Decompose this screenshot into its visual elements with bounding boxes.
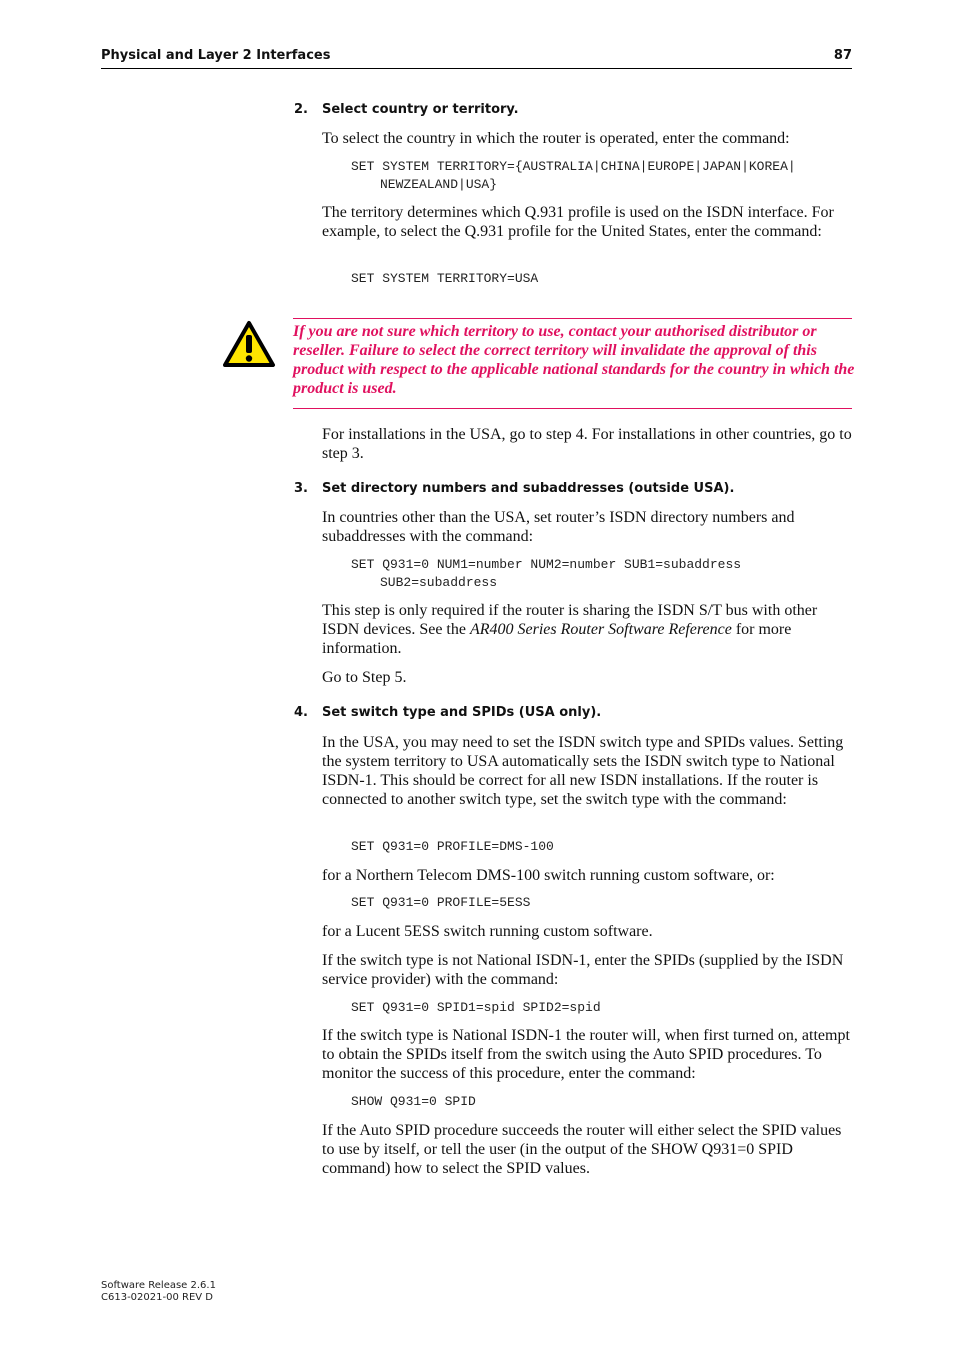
warning-bottom-rule: [293, 408, 852, 409]
section-title: Physical and Layer 2 Interfaces: [101, 48, 331, 63]
step-4-paragraph-1: In the USA, you may need to set the ISDN switch type and SPIDs values. Setting the system territory to USA automatically sets the ISDN switch type to National ISDN-1. This should be correct for all new ISDN installations. If the router is connected to another switch type, set the switch type with the command:: [322, 734, 844, 808]
step-3-paragraph-1: In countries other than the USA, set router’s ISDN directory numbers and subaddresses with the command:: [322, 509, 795, 545]
step-2-paragraph-1: To select the country in which the router is operated, enter the command:: [322, 130, 790, 147]
step-4-paragraph-3: for a Lucent 5ESS switch running custom software.: [322, 923, 653, 940]
code-territory-usa: SET SYSTEM TERRITORY=USA: [351, 271, 539, 286]
page-header: [101, 48, 852, 69]
step-title: Set directory numbers and subaddresses (outside USA).: [322, 481, 735, 496]
code-directory-numbers-line-2: SUB2=subaddress: [380, 575, 498, 590]
step-number: 2.: [294, 102, 308, 117]
code-territory-options-line-2: NEWZEALAND|USA}: [380, 177, 498, 192]
step-4-paragraph-2: for a Northern Telecom DMS-100 switch running custom software, or:: [322, 867, 775, 884]
step-4-paragraph-5: If the switch type is National ISDN-1 the router will, when first turned on, attempt to obtain the SPIDs itself from the switch using the Auto SPID procedures. To monitor the success of this procedure, enter the command:: [322, 1027, 850, 1082]
step-3-paragraph-3: Go to Step 5.: [322, 669, 407, 686]
step-4-paragraph-4: If the switch type is not National ISDN-1, enter the SPIDs (supplied by the ISDN service provider) with the command:: [322, 952, 844, 988]
warning-top-rule: [293, 318, 852, 319]
code-directory-numbers-line-1: SET Q931=0 NUM1=number NUM2=number SUB1=subaddress: [351, 557, 742, 572]
software-release: Software Release 2.6.1: [101, 1280, 216, 1291]
document-code: C613-02021-00 REV D: [101, 1292, 213, 1303]
code-territory-options-line-1: SET SYSTEM TERRITORY={AUSTRALIA|CHINA|EUROPE|JAPAN|KOREA|: [351, 159, 796, 174]
step-number: 4.: [294, 705, 308, 720]
code-set-spids: SET Q931=0 SPID1=spid SPID2=spid: [351, 1000, 601, 1015]
step-title: Set switch type and SPIDs (USA only).: [322, 705, 602, 720]
warning-triangle-icon: [222, 320, 276, 368]
page-footer: [101, 1280, 216, 1304]
step-2-paragraph-2: The territory determines which Q.931 profile is used on the ISDN interface. For example, to select the Q.931 profile for the United States, enter the command:: [322, 204, 834, 240]
step-3-paragraph-2: [322, 601, 857, 658]
paragraph-text: This step is only required if the router is sharing the ISDN S/T bus with other ISDN devices. See the: [322, 602, 818, 638]
paragraph-text: for more information.: [322, 621, 792, 657]
post-warning-paragraph: For installations in the USA, go to step 4. For installations in other countries, go to step 3.: [322, 426, 852, 462]
code-profile-dms100: SET Q931=0 PROFILE=DMS-100: [351, 839, 554, 854]
step-number: 3.: [294, 481, 308, 496]
warning-text: If you are not sure which territory to use, contact your authorised distributor or reseller. Failure to select the correct territory will invalidate the approval of this product with respect to the applicable national standards for the country in which the product is used.: [293, 323, 855, 397]
code-profile-5ess: SET Q931=0 PROFILE=5ESS: [351, 895, 531, 910]
code-show-spid: SHOW Q931=0 SPID: [351, 1094, 476, 1109]
software-reference-title: AR400 Series Router Software Reference: [469, 621, 732, 638]
step-title: Select country or territory.: [322, 102, 519, 117]
step-4-paragraph-6: If the Auto SPID procedure succeeds the router will either select the SPID values to use by itself, or tell the user (in the output of the SHOW Q931=0 SPID command) how to select the SPID values.: [322, 1122, 842, 1177]
page-number: 87: [833, 48, 852, 63]
